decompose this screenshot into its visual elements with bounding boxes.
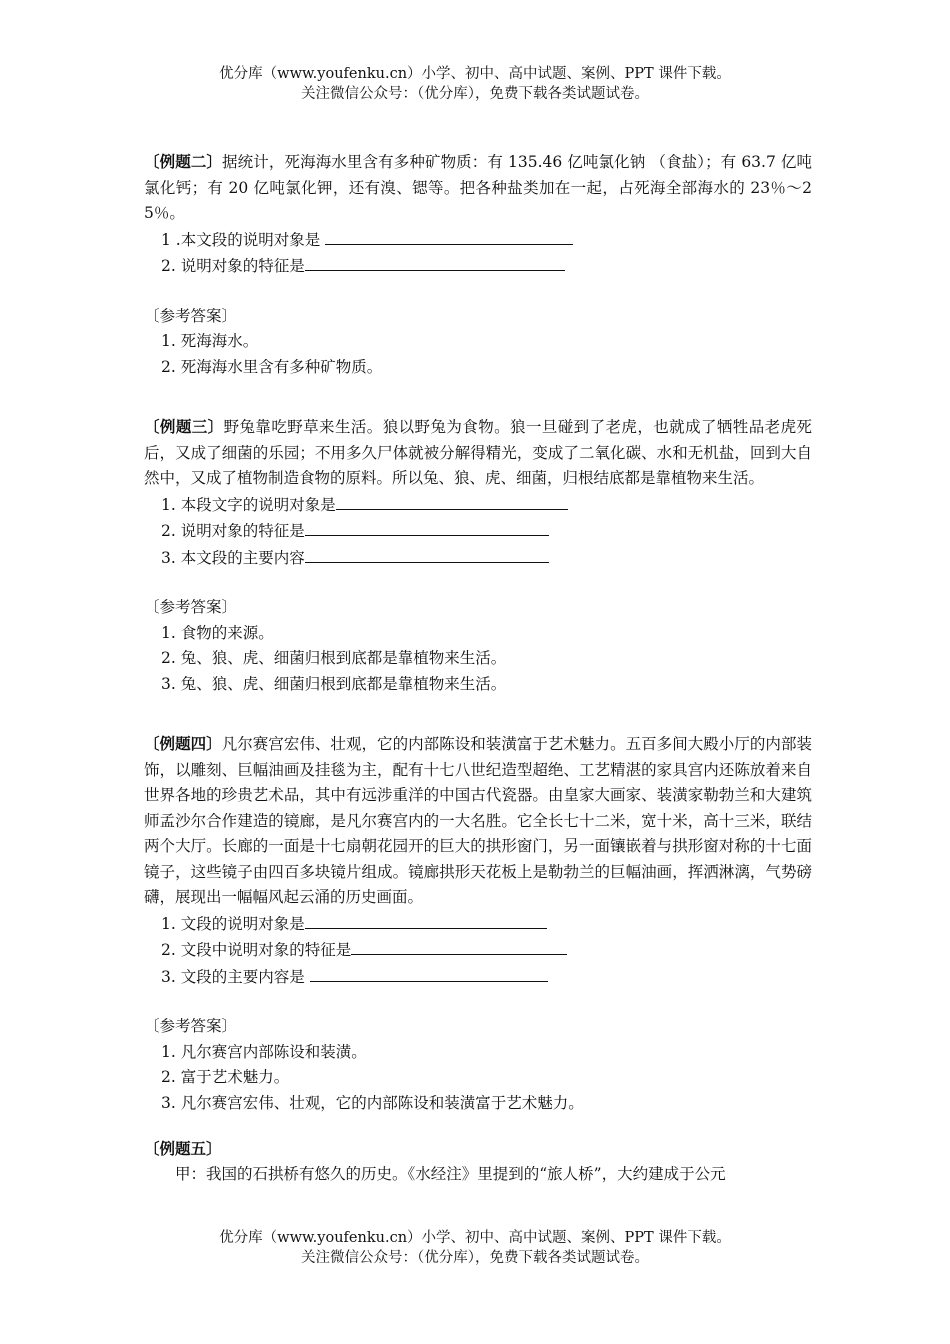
page-header (0, 64, 950, 104)
example-5-text: 甲：我国的石拱桥有悠久的历史。《水经注》里提到的“旅人桥”，大约建成于公元 (175, 1164, 726, 1183)
page-footer (0, 1228, 950, 1268)
example-3-paragraph (144, 414, 812, 492)
example-3-answer-3: 3. 兔、狼、虎、细菌归根到底都是靠植物来生活。 (161, 674, 507, 693)
document-body (144, 149, 812, 1187)
example-4-label: 〔例题四〕 (144, 734, 222, 753)
header-line-1: 优分库（www.youfenku.cn）小学、初中、高中试题、案例、PPT 课件下载。 (219, 66, 731, 82)
footer-line-2: 关注微信公众号：（优分库），免费下载各类试题试卷。 (301, 1250, 649, 1266)
answer-blank[interactable] (325, 227, 573, 245)
example-3-answer-2: 2. 兔、狼、虎、细菌归根到底都是靠植物来生活。 (161, 649, 507, 667)
example-2-answer-1: 1. 死海海水。 (161, 332, 259, 350)
example-2-answer-2: 2. 死海海水里含有多种矿物质。 (161, 357, 383, 376)
example-4-answer-3: 3. 凡尔赛宫宏伟、壮观，它的内部陈设和装潢富于艺术魅力。 (161, 1093, 584, 1112)
answer-blank[interactable] (305, 518, 549, 536)
footer-line-1: 优分库（www.youfenku.cn）小学、初中、高中试题、案例、PPT 课件下载。 (219, 1230, 731, 1246)
example-4-answer-2: 2. 富于艺术魅力。 (161, 1068, 290, 1086)
example-2-question-1: 1 .本文段的说明对象是 (161, 227, 812, 254)
example-4-answer-heading: 〔参考答案〕 (144, 1017, 238, 1035)
example-3-text: 野兔靠吃野草来生活。狼以野兔为食物。狼一旦碰到了老虎，也就成了牺牲品老虎死后，又成了细菌的乐园；不用多久尸体就被分解得精光，变成了二氧化碳、水和无机盐，回到大自然中，又成了植物制造食物的原料。所以兔、狼、虎、细菌，归根结底都是靠植物来生活。 (144, 418, 812, 487)
example-4-question-2: 2. 文段中说明对象的特征是 (161, 937, 812, 964)
answer-blank[interactable] (336, 492, 568, 510)
example-3-answer-1: 1. 食物的来源。 (161, 623, 274, 642)
example-3-question-1: 1. 本段文字的说明对象是 (161, 492, 812, 519)
example-3-label: 〔例题三〕 (144, 417, 224, 436)
answer-blank[interactable] (305, 253, 565, 271)
example-3-question-3: 3. 本文段的主要内容 (161, 545, 812, 572)
example-2-question-2: 2. 说明对象的特征是 (161, 253, 812, 280)
example-4-answer-1: 1. 凡尔赛宫内部陈设和装潢。 (161, 1042, 367, 1061)
answer-blank[interactable] (305, 545, 549, 563)
example-4-question-3: 3. 文段的主要内容是 (161, 964, 812, 991)
example-2-text: 据统计，死海海水里含有多种矿物质：有 135.46 亿吨氯化钠 （食盐）；有 63.7 亿吨氯化钙；有 20 亿吨氯化钾，还有溴、锶等。把各种盐类加在一起，占死海全部海水的 23％～25％。 (144, 153, 812, 222)
answer-blank[interactable] (310, 964, 548, 982)
header-line-2: 关注微信公众号：（优分库），免费下载各类试题试卷。 (301, 86, 649, 102)
example-4-paragraph (144, 731, 812, 911)
example-2-answer-heading: 〔参考答案〕 (144, 306, 238, 325)
example-2-paragraph (144, 149, 812, 227)
answer-blank[interactable] (351, 937, 567, 955)
example-4-text: 凡尔赛宫宏伟、壮观，它的内部陈设和装潢富于艺术魅力。五百多间大殿小厅的内部装饰，以雕刻、巨幅油画及挂毯为主，配有十七八世纪造型超绝、工艺精湛的家具宫内还陈放着来自世界各地的珍贵艺术品，其中有远涉重洋的中国古代瓷器。由皇家大画家、装潢家勒勃兰和大建筑师孟沙尔合作建造的镜廊，是凡尔赛宫内的一大名胜。它全长七十二米，宽十米，高十三米，联结两个大厅。长廊的一面是十七扇朝花园开的巨大的拱形窗门，另一面镶嵌着与拱形窗对称的十七面镜子，这些镜子由四百多块镜片组成。镜廊拱形天花板上是勒勃兰的巨幅油画，挥洒淋漓，气势磅礴，展现出一幅幅风起云涌的历史画面。 (144, 735, 812, 906)
example-3-question-2: 2. 说明对象的特征是 (161, 518, 812, 545)
example-2-label: 〔例题二〕 (144, 152, 223, 171)
example-4-question-1: 1. 文段的说明对象是 (161, 911, 812, 938)
answer-blank[interactable] (305, 911, 547, 929)
example-3-answer-heading: 〔参考答案〕 (144, 598, 238, 616)
example-5-label: 〔例题五〕 (144, 1139, 222, 1158)
